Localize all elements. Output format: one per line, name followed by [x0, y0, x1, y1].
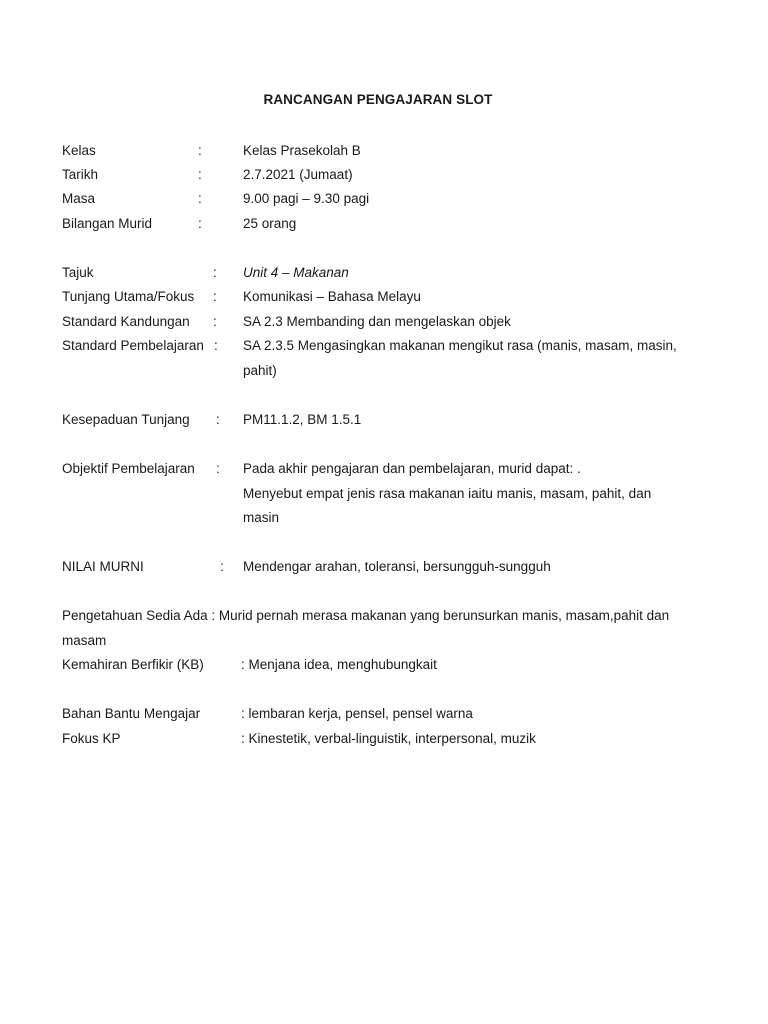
- kesepaduan-value: PM11.1.2, BM 1.5.1: [243, 412, 362, 427]
- masa-sep: :: [198, 191, 202, 206]
- bilangan-value: 25 orang: [243, 216, 297, 231]
- kesepaduan-sep: :: [216, 412, 220, 427]
- tunjang-label: Tunjang Utama/Fokus: [62, 289, 195, 304]
- bilangan-sep: :: [198, 216, 202, 231]
- kemahiran-value: : Menjana idea, menghubungkait: [241, 657, 437, 672]
- tarikh-label: Tarikh: [62, 167, 99, 182]
- nilai-label: NILAI MURNI: [62, 559, 144, 574]
- kelas-label: Kelas: [62, 143, 96, 158]
- tajuk-sep: :: [213, 265, 217, 280]
- objektif-label: Objektif Pembelajaran: [62, 461, 195, 476]
- kelas-sep: :: [198, 143, 202, 158]
- kesepaduan-label: Kesepaduan Tunjang: [62, 412, 190, 427]
- nilai-sep: :: [220, 559, 224, 574]
- document-title: RANCANGAN PENGAJARAN SLOT: [263, 92, 493, 107]
- sk-value: SA 2.3 Membanding dan mengelaskan objek: [243, 314, 511, 329]
- objektif-sep: :: [216, 461, 220, 476]
- masa-label: Masa: [62, 191, 96, 206]
- tarikh-sep: :: [198, 167, 202, 182]
- sp-label: Standard Pembelajaran: [62, 338, 204, 353]
- bahan-label: Bahan Bantu Mengajar: [62, 706, 201, 721]
- kelas-value: Kelas Prasekolah B: [243, 143, 361, 158]
- objektif-value-line2: Menyebut empat jenis rasa makanan iaitu manis, masam, pahit, dan: [243, 486, 652, 501]
- bahan-value: : lembaran kerja, pensel, pensel warna: [241, 706, 473, 721]
- masa-value: 9.00 pagi – 9.30 pagi: [243, 191, 370, 206]
- sp-value-line1: SA 2.3.5 Mengasingkan makanan mengikut rasa (manis, masam, masin,: [243, 338, 677, 353]
- nilai-value: Mendengar arahan, toleransi, bersungguh-sungguh: [243, 559, 551, 574]
- pengetahuan-line1: Pengetahuan Sedia Ada : Murid pernah merasa makanan yang berunsurkan manis, masam,pahit dan: [62, 608, 670, 623]
- tarikh-value: 2.7.2021 (Jumaat): [243, 167, 353, 182]
- objektif-value-line1: Pada akhir pengajaran dan pembelajaran, murid dapat: .: [243, 461, 581, 476]
- tajuk-label: Tajuk: [62, 265, 94, 280]
- tunjang-sep: :: [213, 289, 217, 304]
- tajuk-value: Unit 4 – Makanan: [243, 265, 349, 280]
- sp-value-line2: pahit): [243, 363, 277, 378]
- objektif-value-line3: masin: [243, 510, 280, 525]
- pengetahuan-line2: masam: [62, 633, 107, 648]
- fokus-value: : Kinestetik, verbal-linguistik, interpersonal, muzik: [241, 731, 536, 746]
- sk-label: Standard Kandungan: [62, 314, 190, 329]
- bilangan-label: Bilangan Murid: [62, 216, 153, 231]
- sk-sep: :: [213, 314, 217, 329]
- tunjang-value: Komunikasi – Bahasa Melayu: [243, 289, 421, 304]
- sp-sep: :: [214, 338, 218, 353]
- fokus-label: Fokus KP: [62, 731, 121, 746]
- kemahiran-label: Kemahiran Berfikir (KB): [62, 657, 204, 672]
